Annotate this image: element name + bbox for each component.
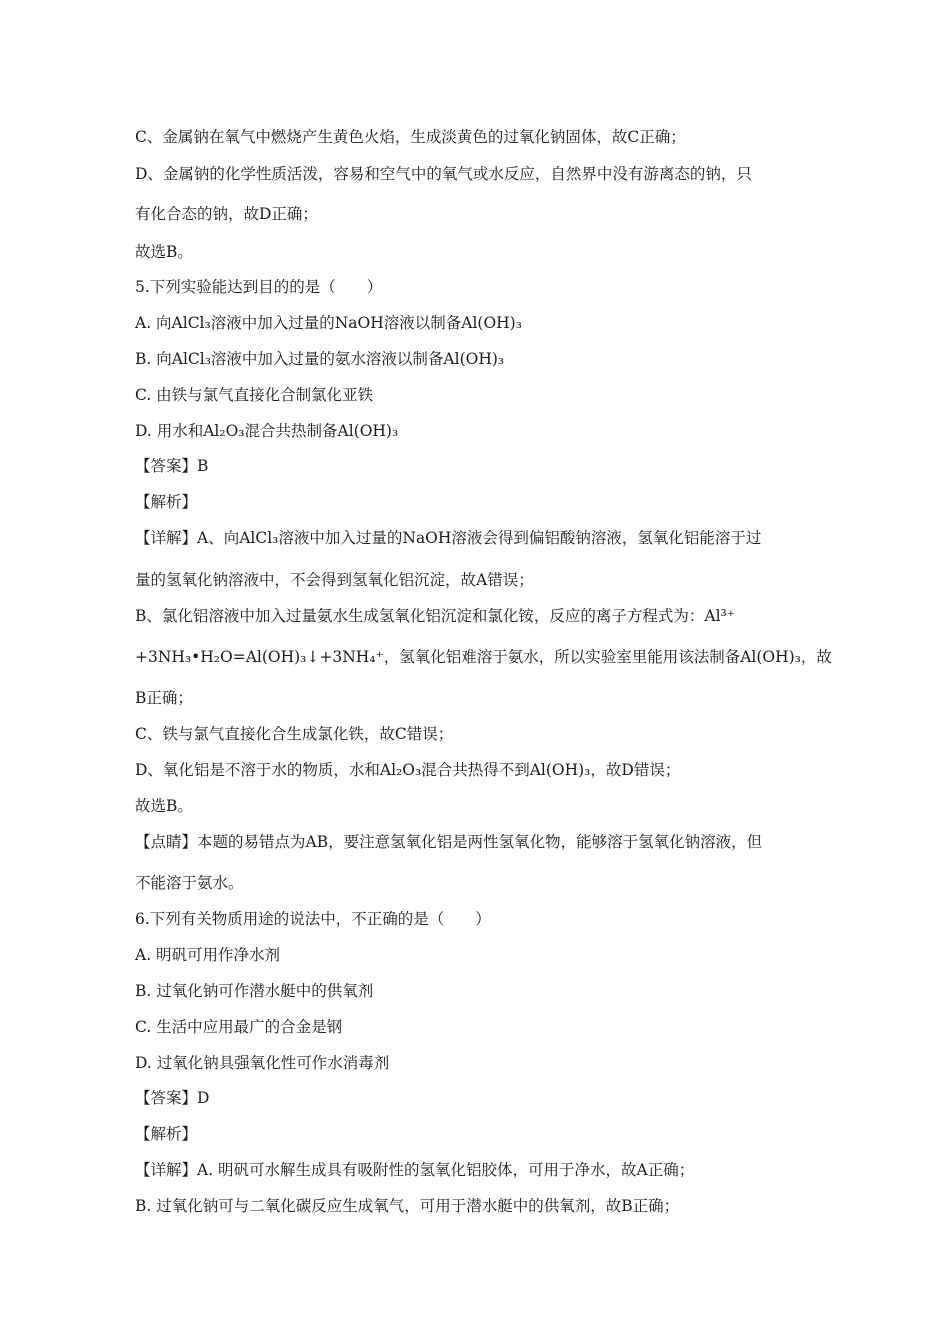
option-c: C. 由铁与氯气直接化合制氯化亚铁 — [135, 386, 374, 404]
text-line: 故选B。 — [135, 797, 193, 815]
option-a: A. 向AlCl₃溶液中加入过量的NaOH溶液以制备Al(OH)₃ — [135, 314, 522, 332]
text-line: 【详解】A、向AlCl₃溶液中加入过量的NaOH溶液会得到偏铝酸钠溶液，氢氧化铝能溶于过 — [135, 529, 762, 547]
answer-line: 【答案】D — [135, 1089, 210, 1107]
text-line: 故选B。 — [135, 243, 193, 261]
text-line: C、铁与氯气直接化合生成氯化铁，故C错误； — [135, 725, 454, 743]
text-line: 有化合态的钠，故D正确； — [135, 205, 318, 223]
option-d: D. 用水和Al₂O₃混合共热制备Al(OH)₃ — [135, 422, 399, 440]
question-stem: 6.下列有关物质用途的说法中，不正确的是（ ） — [135, 910, 491, 928]
text-line: D、金属钠的化学性质活泼，容易和空气中的氧气或水反应，自然界中没有游离态的钠，只 — [135, 165, 752, 183]
option-d: D. 过氧化钠具强氧化性可作水消毒剂 — [135, 1054, 390, 1072]
analysis-heading: 【解析】 — [135, 1125, 198, 1143]
text-line: B. 过氧化钠可与二氧化碳反应生成氧气，可用于潜水艇中的供氧剂，故B正确； — [135, 1197, 680, 1215]
option-b: B. 向AlCl₃溶液中加入过量的氨水溶液以制备Al(OH)₃ — [135, 350, 505, 368]
equation-line: +3NH₃•H₂O=Al(OH)₃↓+3NH₄⁺，氢氧化铝难溶于氨水，所以实验室里能用该法制备Al(OH)₃，故 — [135, 648, 832, 666]
text-line: 【详解】A. 明矾可水解生成具有吸附性的氢氧化铝胶体，可用于净水，故A正确； — [135, 1161, 695, 1179]
text-line: 不能溶于氨水。 — [135, 874, 244, 892]
text-line: C、金属钠在氧气中燃烧产生黄色火焰，生成淡黄色的过氧化钠固体，故C正确； — [135, 128, 686, 146]
analysis-heading: 【解析】 — [135, 493, 198, 511]
answer-line: 【答案】B — [135, 457, 209, 475]
highlight-note: 【点睛】本题的易错点为AB，要注意氢氧化铝是两性氢氧化物，能够溶于氢氧化钠溶液，但 — [135, 833, 763, 851]
option-a: A. 明矾可用作净水剂 — [135, 946, 281, 964]
text-line: B正确； — [135, 689, 193, 707]
option-b: B. 过氧化钠可作潜水艇中的供氧剂 — [135, 982, 374, 1000]
text-line: D、氧化铝是不溶于水的物质，水和Al₂O₃混合共热得不到Al(OH)₃，故D错误； — [135, 761, 681, 779]
text-line: B、氯化铝溶液中加入过量氨水生成氢氧化铝沉淀和氯化铵，反应的离子方程式为：Al³⁺ — [135, 607, 735, 625]
question-stem: 5.下列实验能达到目的的是（ ） — [135, 278, 383, 296]
option-c: C. 生活中应用最广的合金是钢 — [135, 1018, 343, 1036]
text-line: 量的氢氧化钠溶液中，不会得到氢氧化铝沉淀，故A错误； — [135, 571, 534, 589]
